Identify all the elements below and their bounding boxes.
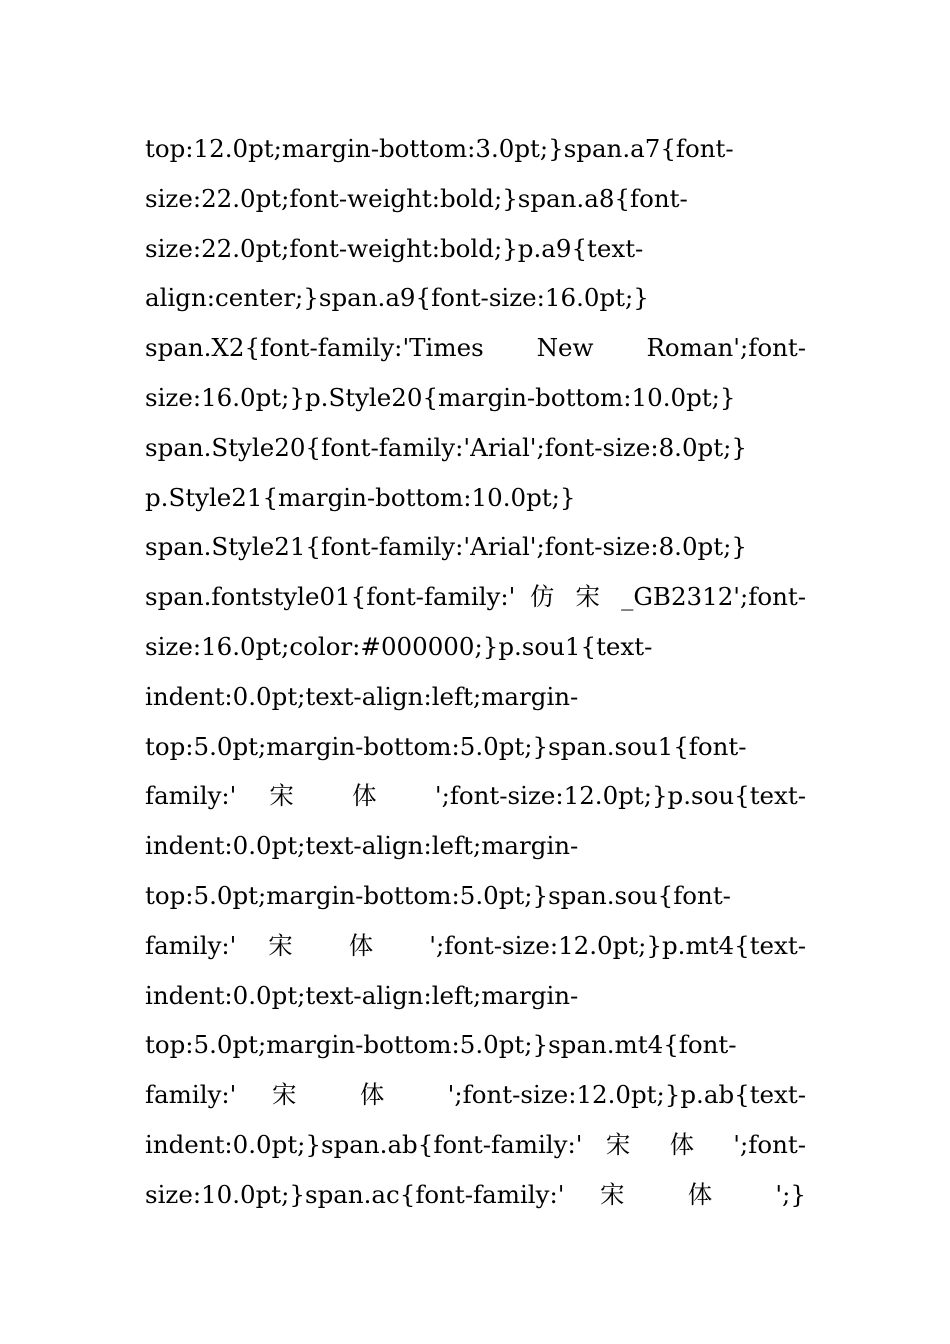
text-line: indent:0.0pt;text-align:left;margin- (145, 980, 579, 1010)
text-line: top:5.0pt;margin-bottom:5.0pt;}span.mt4{font- (145, 1030, 737, 1060)
text-line: span.Style20{font-family:'Arial';font-size:8.0pt;} (145, 432, 747, 462)
text-line: top:5.0pt;margin-bottom:5.0pt;}span.sou{font- (145, 880, 731, 910)
text-line: span.X2{font-family:'Times New Roman';font- (145, 333, 806, 363)
text-line: span.Style21{font-family:'Arial';font-size:8.0pt;} (145, 532, 747, 562)
text-line: size:22.0pt;font-weight:bold;}p.a9{text- (145, 233, 644, 263)
text-line: size:10.0pt;}span.ac{font-family:' 宋 体 ';} (145, 1179, 806, 1209)
text-line: family:' 宋 体 ';font-size:12.0pt;}p.ab{text- (145, 1080, 806, 1110)
document-body (145, 124, 806, 1220)
text-line: top:5.0pt;margin-bottom:5.0pt;}span.sou1{font- (145, 731, 747, 761)
text-line: p.Style21{margin-bottom:10.0pt;} (145, 482, 576, 512)
text-line: size:16.0pt;}p.Style20{margin-bottom:10.0pt;} (145, 382, 736, 412)
text-line: indent:0.0pt;}span.ab{font-family:' 宋 体 ';font- (145, 1129, 806, 1159)
text-line: indent:0.0pt;text-align:left;margin- (145, 831, 579, 861)
text-line: size:16.0pt;color:#000000;}p.sou1{text- (145, 631, 653, 661)
text-line: size:22.0pt;font-weight:bold;}span.a8{font- (145, 183, 688, 213)
text-line: family:' 宋 体 ';font-size:12.0pt;}p.sou{text- (145, 781, 806, 811)
text-line: top:12.0pt;margin-bottom:3.0pt;}span.a7{font- (145, 134, 734, 163)
text-line: align:center;}span.a9{font-size:16.0pt;} (145, 283, 649, 313)
text-line: family:' 宋 体 ';font-size:12.0pt;}p.mt4{text- (145, 930, 806, 960)
text-line: indent:0.0pt;text-align:left;margin- (145, 681, 579, 711)
text-line: span.fontstyle01{font-family:' 仿 宋 _GB2312';font- (145, 582, 806, 612)
